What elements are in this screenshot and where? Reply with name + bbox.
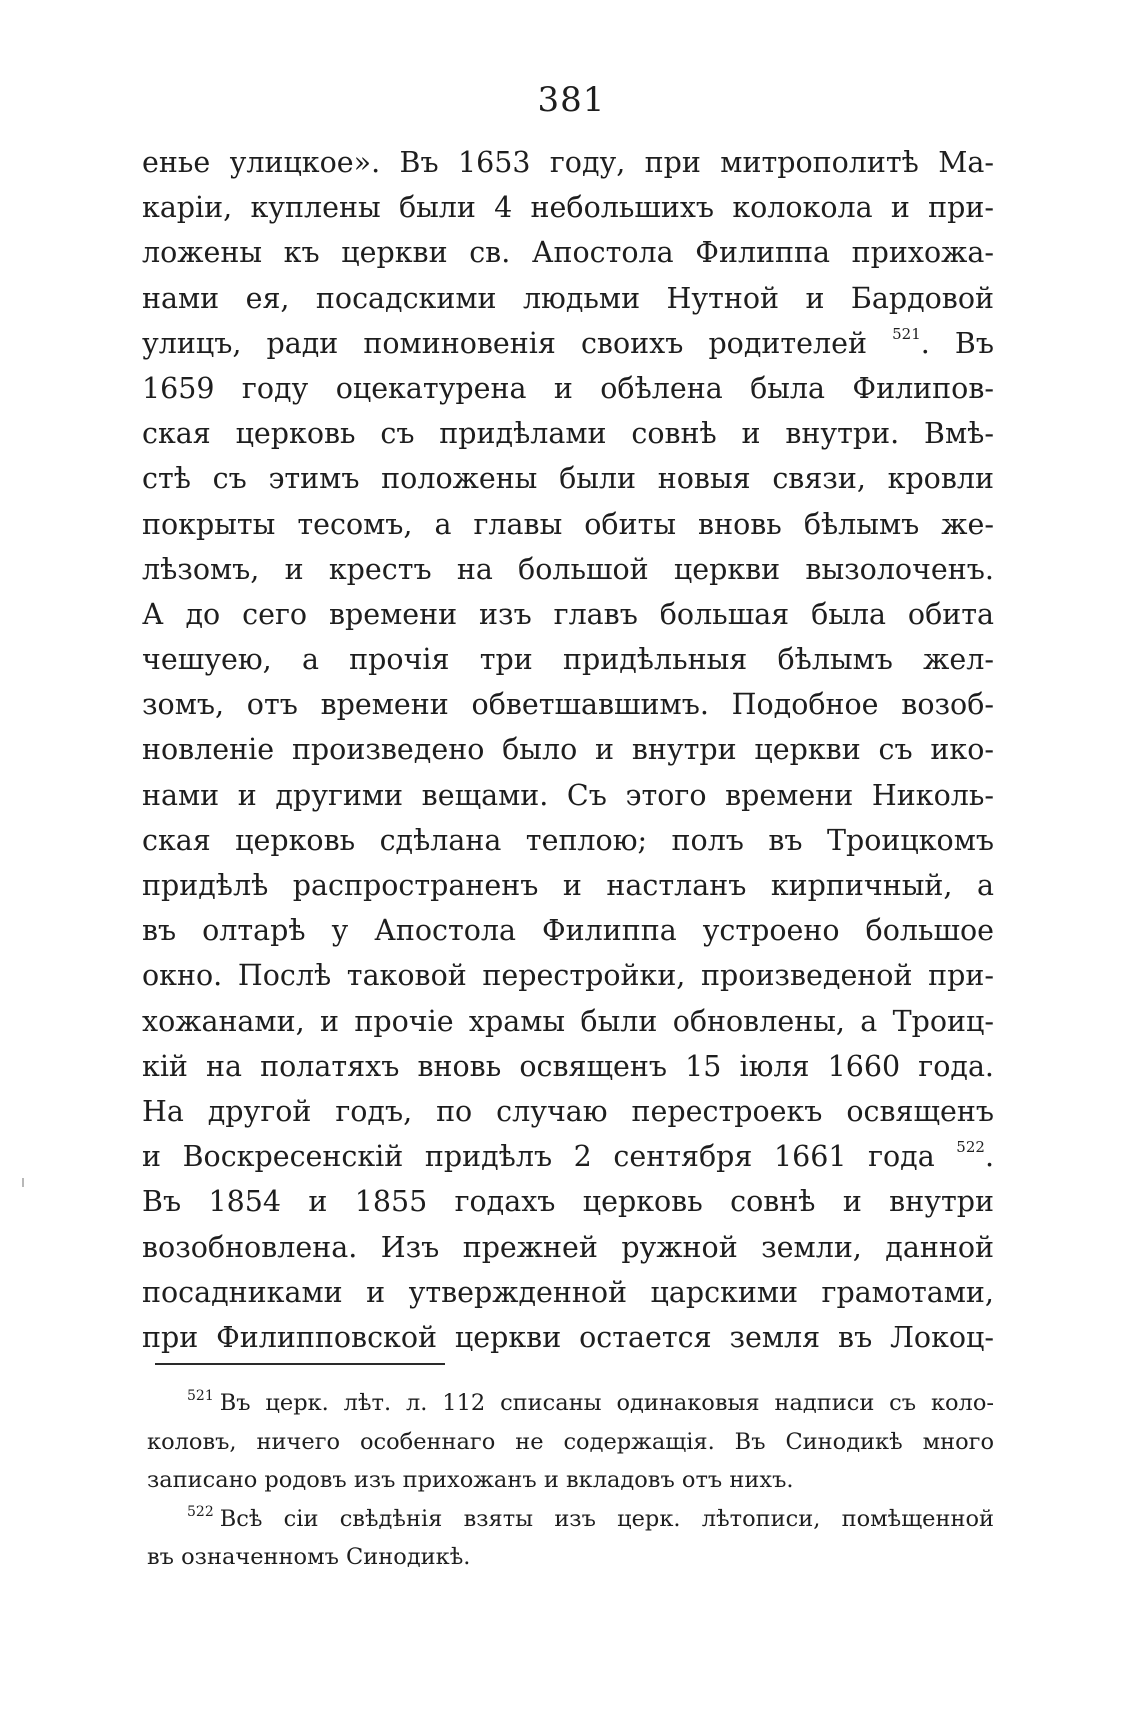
footnote-text: Въ церк. лѣт. л. 112 списаны одинаковыя надписи съ коло-	[219, 1390, 994, 1416]
text-segment: и Воскресенскій придѣлъ 2 сентября 1661 года	[142, 1140, 935, 1174]
text-line-with-footnote-ref	[142, 1134, 994, 1179]
text-line: нами ея, посадскими людьми Нутной и Бардовой	[142, 281, 994, 315]
text-line: кій на полатяхъ вновь освященъ 15 іюля 1660 года.	[142, 1049, 994, 1083]
footnote-521-line	[147, 1384, 994, 1423]
text-line: нами и другими вещами. Съ этого времени Николь-	[142, 778, 994, 812]
text-line: ская церковь сдѣлана теплою; полъ въ Троицкомъ	[142, 823, 994, 857]
footnote-522-line	[147, 1500, 994, 1539]
text-line: въ олтарѣ у Апостола Филиппа устроено большое	[142, 914, 994, 948]
page-number: 381	[537, 80, 606, 120]
footnote-divider	[155, 1363, 445, 1365]
text-line: возобновлена. Изъ прежней ружной земли, данной	[142, 1230, 994, 1264]
text-line-with-footnote-ref	[142, 321, 994, 366]
text-line: енье улицкое». Въ 1653 году, при митрополитѣ Ма-	[142, 146, 994, 179]
footnote-reference: 522	[956, 1138, 985, 1157]
text-line: каріи, куплены были 4 небольшихъ колокола и при-	[142, 191, 994, 225]
text-line: Въ 1854 и 1855 годахъ церковь совнѣ и внутри	[142, 1185, 994, 1219]
footnote-text: Всѣ сіи свѣдѣнія взяты изъ церк. лѣтописи, помѣщенной	[219, 1505, 994, 1532]
text-line: На другой годъ, по случаю перестроекъ освященъ	[142, 1094, 994, 1128]
footnotes	[147, 1384, 994, 1577]
text-segment: .	[984, 1140, 994, 1174]
text-line: А до сего времени изъ главъ большая была обита	[142, 597, 994, 631]
text-line: лѣзомъ, и крестъ на большой церкви вызолоченъ.	[142, 552, 994, 586]
body-text	[142, 140, 994, 1360]
footnote-521-line: коловъ, ничего особеннаго не содержащія. Въ Синодикѣ много	[147, 1428, 994, 1455]
text-line: при Филипповской церкви остается земля въ Локоц-	[142, 1320, 994, 1354]
scan-speck	[22, 1178, 24, 1187]
text-line: хожанами, и прочіе храмы были обновлены, а Троиц-	[142, 1004, 994, 1038]
text-line: придѣлѣ распространенъ и настланъ кирпичный, а	[142, 869, 994, 902]
text-segment: улицъ, ради поминовенія своихъ родителей	[142, 326, 867, 360]
footnote-522-line: въ означенномъ Синодикѣ.	[147, 1544, 471, 1570]
footnote-reference: 521	[892, 324, 921, 343]
footnote-number: 521	[187, 1388, 214, 1404]
footnote-number: 522	[187, 1503, 214, 1520]
text-line: чешуею, а прочія три придѣльныя бѣлымъ жел-	[142, 643, 994, 677]
footnote-521-line: записано родовъ изъ прихожанъ и вкладовъ отъ нихъ.	[147, 1467, 794, 1493]
text-line: новленіе произведено было и внутри церкви съ ико-	[142, 733, 994, 767]
text-line: окно. Послѣ таковой перестройки, произведеной при-	[142, 959, 994, 993]
text-segment: . Въ	[920, 326, 994, 360]
text-line: покрыты тесомъ, а главы обиты вновь бѣлымъ же-	[142, 507, 994, 541]
text-line: зомъ, отъ времени обветшавшимъ. Подобное возоб-	[142, 688, 994, 722]
text-line: стѣ съ этимъ положены были новыя связи, кровли	[142, 462, 994, 496]
text-line: посадниками и утвержденной царскими грамотами,	[142, 1275, 994, 1309]
text-line: 1659 году оцекатурена и обѣлена была Филипов-	[142, 371, 994, 405]
text-line: ложены къ церкви св. Апостола Филиппа прихожа-	[142, 236, 994, 270]
text-line: ская церковь съ придѣлами совнѣ и внутри. Вмѣ-	[142, 417, 994, 451]
